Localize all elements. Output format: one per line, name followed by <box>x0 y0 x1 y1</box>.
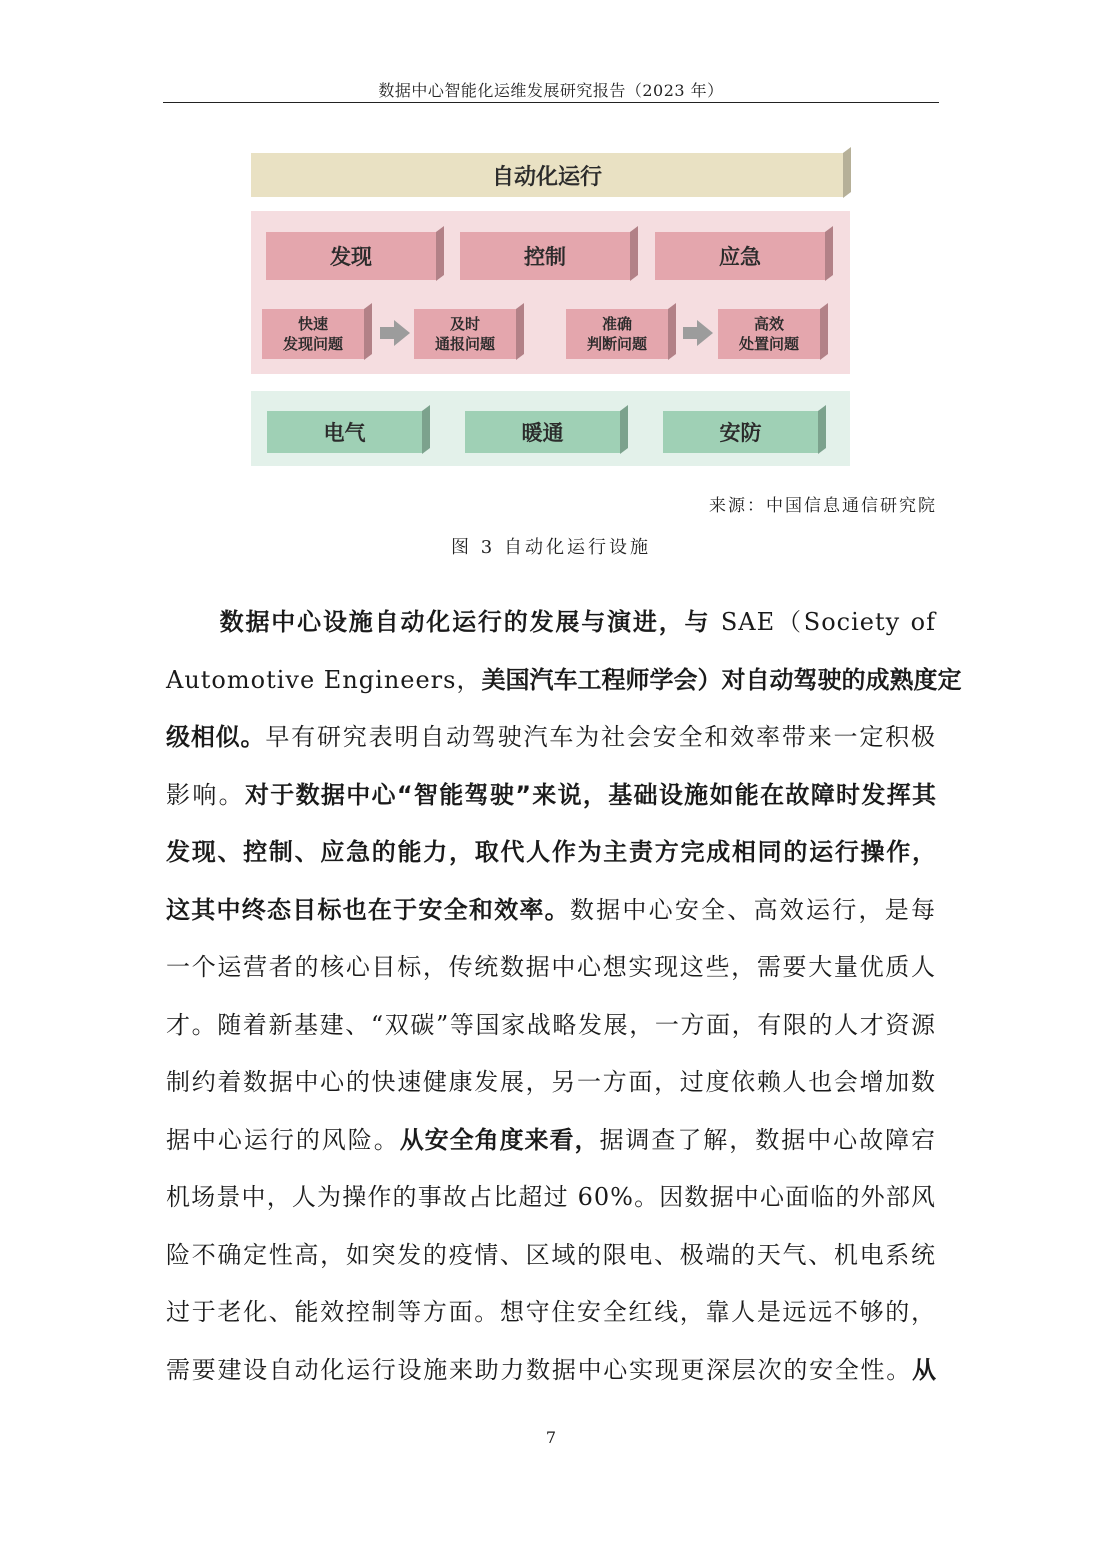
text-span: Automotive Engineers， <box>166 665 482 694</box>
text-span: 数据中心安全、高效运行，是每 <box>569 895 937 924</box>
block-timely-report: 及时 通报问题 <box>414 309 516 359</box>
block-discover: 发现 <box>266 232 436 280</box>
block-efficient-handle: 高效 处置问题 <box>718 309 820 359</box>
bold-text: 从 <box>912 1355 936 1384</box>
diagram-title: 自动化运行 <box>491 164 602 190</box>
block-accurate-judge: 准确 判断问题 <box>566 309 668 359</box>
text-span: 据调查了解，数据中心故障宕 <box>599 1125 937 1154</box>
text-line <box>166 1054 936 1112</box>
text-line <box>166 594 936 652</box>
text-span: 需要建设自动化运行设施来助力数据中心实现更深层次的安全性。 <box>166 1355 912 1384</box>
text-span: 机场景中，人为操作的事故占比超过 60%。因数据中心面临的外部风 <box>166 1183 936 1211</box>
bold-text: 数据中心设施自动化运行的发展与演进，与 <box>219 608 711 636</box>
text-span: 才。随着新基建、“双碳”等国家战略发展，一方面，有限的人才资源 <box>166 1010 936 1039</box>
header-rule <box>163 102 939 103</box>
text-line <box>166 1112 936 1170</box>
block-fast-discover: 快速 发现问题 <box>262 309 364 359</box>
text-line <box>166 824 936 882</box>
text-span: 过于老化、能效控制等方面。想守住安全红线，靠人是远远不够的， <box>166 1298 936 1326</box>
text-line <box>166 652 962 710</box>
text-line <box>166 997 936 1055</box>
bold-text: 从安全角度来看， <box>399 1125 600 1154</box>
diagram-title-bar <box>251 153 843 197</box>
bold-text: 发现、控制、应急的能力，取代人作为主责方完成相同的运行操作， <box>166 838 936 866</box>
text-span: 制约着数据中心的快速健康发展，另一方面，过度依赖人也会增加数 <box>166 1068 936 1096</box>
text-line <box>166 1169 936 1227</box>
text-line <box>166 1227 936 1285</box>
text-span: 险不确定性高，如突发的疫情、区域的限电、极端的天气、机电系统 <box>166 1240 936 1269</box>
text-span: 影响。 <box>166 780 245 809</box>
text-span: 据中心运行的风险。 <box>166 1125 400 1154</box>
figure-source: 来源：中国信息通信研究院 <box>709 496 937 516</box>
header-title: 数据中心智能化运维发展研究报告（2023 年） <box>378 81 724 100</box>
text-line <box>166 1342 936 1400</box>
block-electrical: 电气 <box>267 411 422 453</box>
bold-text: 美国汽车工程师学会）对自动驾驶的成熟度定 <box>481 665 962 694</box>
text-line <box>166 1284 936 1342</box>
text-span <box>166 608 220 636</box>
bold-text: 级相似。 <box>166 723 266 751</box>
bold-text: 这其中终态目标也在于安全和效率。 <box>166 895 570 924</box>
body-paragraph <box>166 594 962 1399</box>
figure-caption: 图 3 自动化运行设施 <box>451 537 651 558</box>
block-emergency: 应急 <box>655 232 825 280</box>
text-span: 一个运营者的核心目标，传统数据中心想实现这些，需要大量优质人 <box>166 953 936 981</box>
block-security: 安防 <box>663 411 818 453</box>
text-line <box>166 882 936 940</box>
text-line <box>166 709 936 767</box>
text-line <box>166 939 936 997</box>
bold-text: 对于数据中心“智能驾驶”来说，基础设施如能在故障时发挥其 <box>244 780 937 809</box>
page-number: 7 <box>545 1428 557 1447</box>
text-span: 早有研究表明自动驾驶汽车为社会安全和效率带来一定积极 <box>265 723 937 751</box>
text-line <box>166 767 936 825</box>
block-hvac: 暖通 <box>465 411 620 453</box>
text-span: SAE（Society of <box>710 608 936 636</box>
block-control: 控制 <box>460 232 630 280</box>
